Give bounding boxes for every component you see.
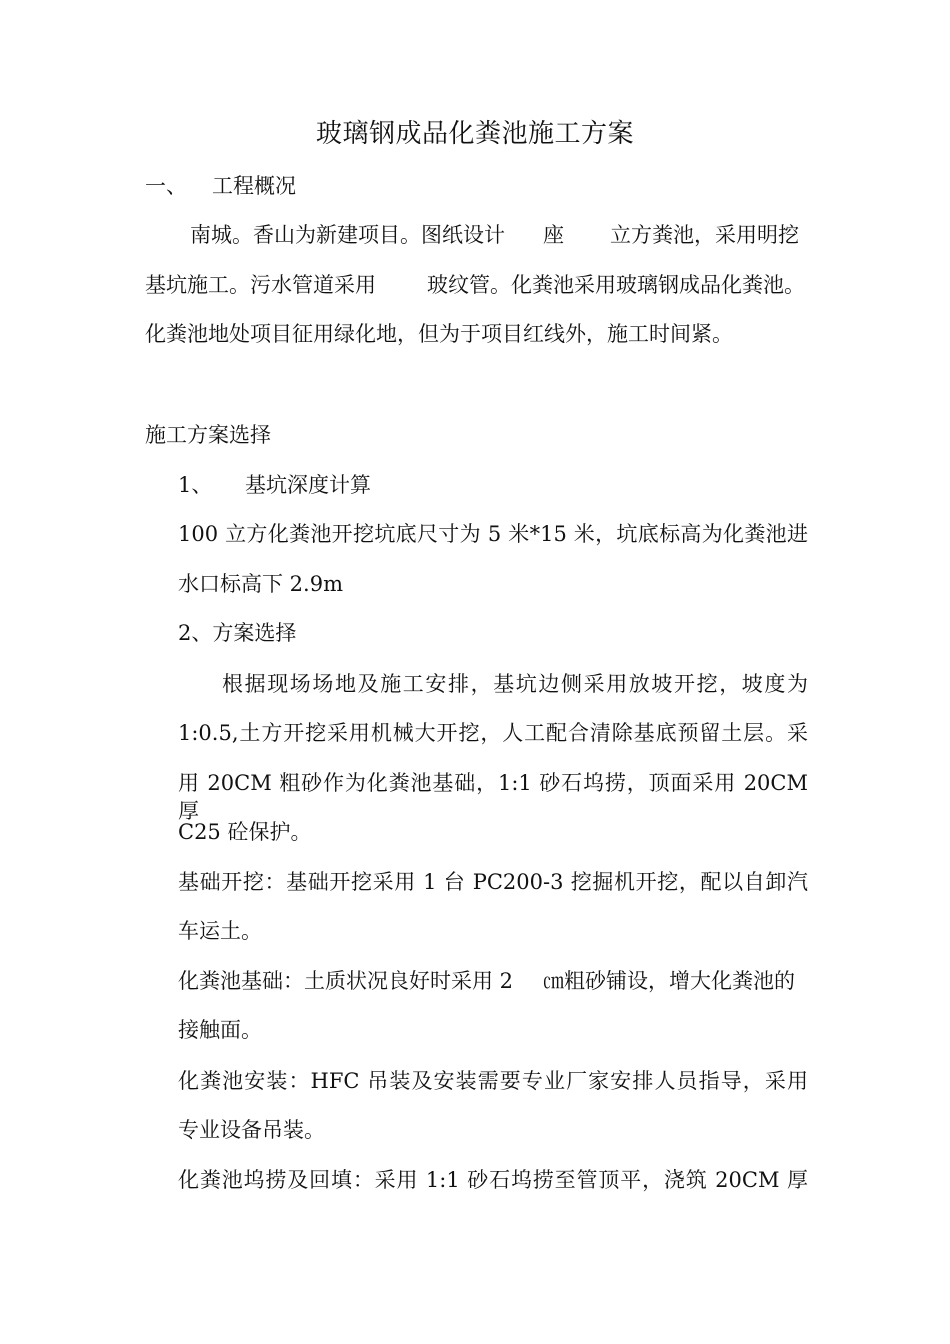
sub1-line1: 100 立方化粪池开挖坑底尺寸为 5 米*15 米，坑底标高为化粪池进: [178, 522, 808, 546]
item-excavation-line2: 车运土。: [178, 919, 262, 943]
item-installation-line2: 专业设备吊装。: [178, 1118, 325, 1142]
section1-line3: 化粪池地处项目征用绿化地，但为于项目红线外，施工时间紧。: [145, 322, 733, 346]
item-foundation-line1-part2: ㎝粗砂铺设，增大化粪池的: [543, 969, 795, 993]
section2-heading: 施工方案选择: [145, 423, 271, 447]
section1-line2-part2: 玻纹管。化粪池采用玻璃钢成品化粪池。: [427, 273, 805, 297]
item-backfill-line1: 化粪池坞捞及回填：采用 1:1 砂石坞捞至管顶平，浇筑 20CM 厚: [178, 1168, 808, 1192]
item-foundation-line1-part1: 化粪池基础：土质状况良好时采用 2: [178, 969, 514, 993]
sub1-heading: 基坑深度计算: [245, 473, 371, 497]
section1-number: 一、: [145, 174, 187, 198]
sub2-line2: 1:0.5,土方开挖采用机械大开挖，人工配合清除基底预留土层。采: [178, 721, 808, 745]
sub1-line2: 水口标高下 2.9m: [178, 572, 343, 596]
section1-line1-part3: 立方粪池，采用明挖: [610, 223, 799, 247]
sub2-heading: 2、方案选择: [178, 621, 297, 645]
item-foundation-line2: 接触面。: [178, 1018, 262, 1042]
item-excavation-line1: 基础开挖：基础开挖采用 1 台 PC200-3 挖掘机开挖，配以自卸汽: [178, 870, 808, 894]
sub2-line4: C25 砼保护。: [178, 820, 312, 844]
item-installation-line1: 化粪池安装：HFC 吊装及安装需要专业厂家安排人员指导，采用: [178, 1069, 808, 1093]
section1-heading: 工程概况: [212, 174, 296, 198]
document-title: 玻璃钢成品化粪池施工方案: [315, 119, 634, 149]
sub1-number: 1、: [178, 473, 213, 497]
sub2-line1: 根据现场场地及施工安排，基坑边侧采用放坡开挖，坡度为: [222, 672, 808, 696]
sub2-line3: 用 20CM 粗砂作为化粪池基础，1:1 砂石坞捞，顶面采用 20CM 厚: [178, 771, 808, 823]
section1-line1-part1: 南城。香山为新建项目。图纸设计: [190, 223, 505, 247]
section1-line1-part2: 座: [543, 223, 564, 247]
section1-line2-part1: 基坑施工。污水管道采用: [145, 273, 376, 297]
